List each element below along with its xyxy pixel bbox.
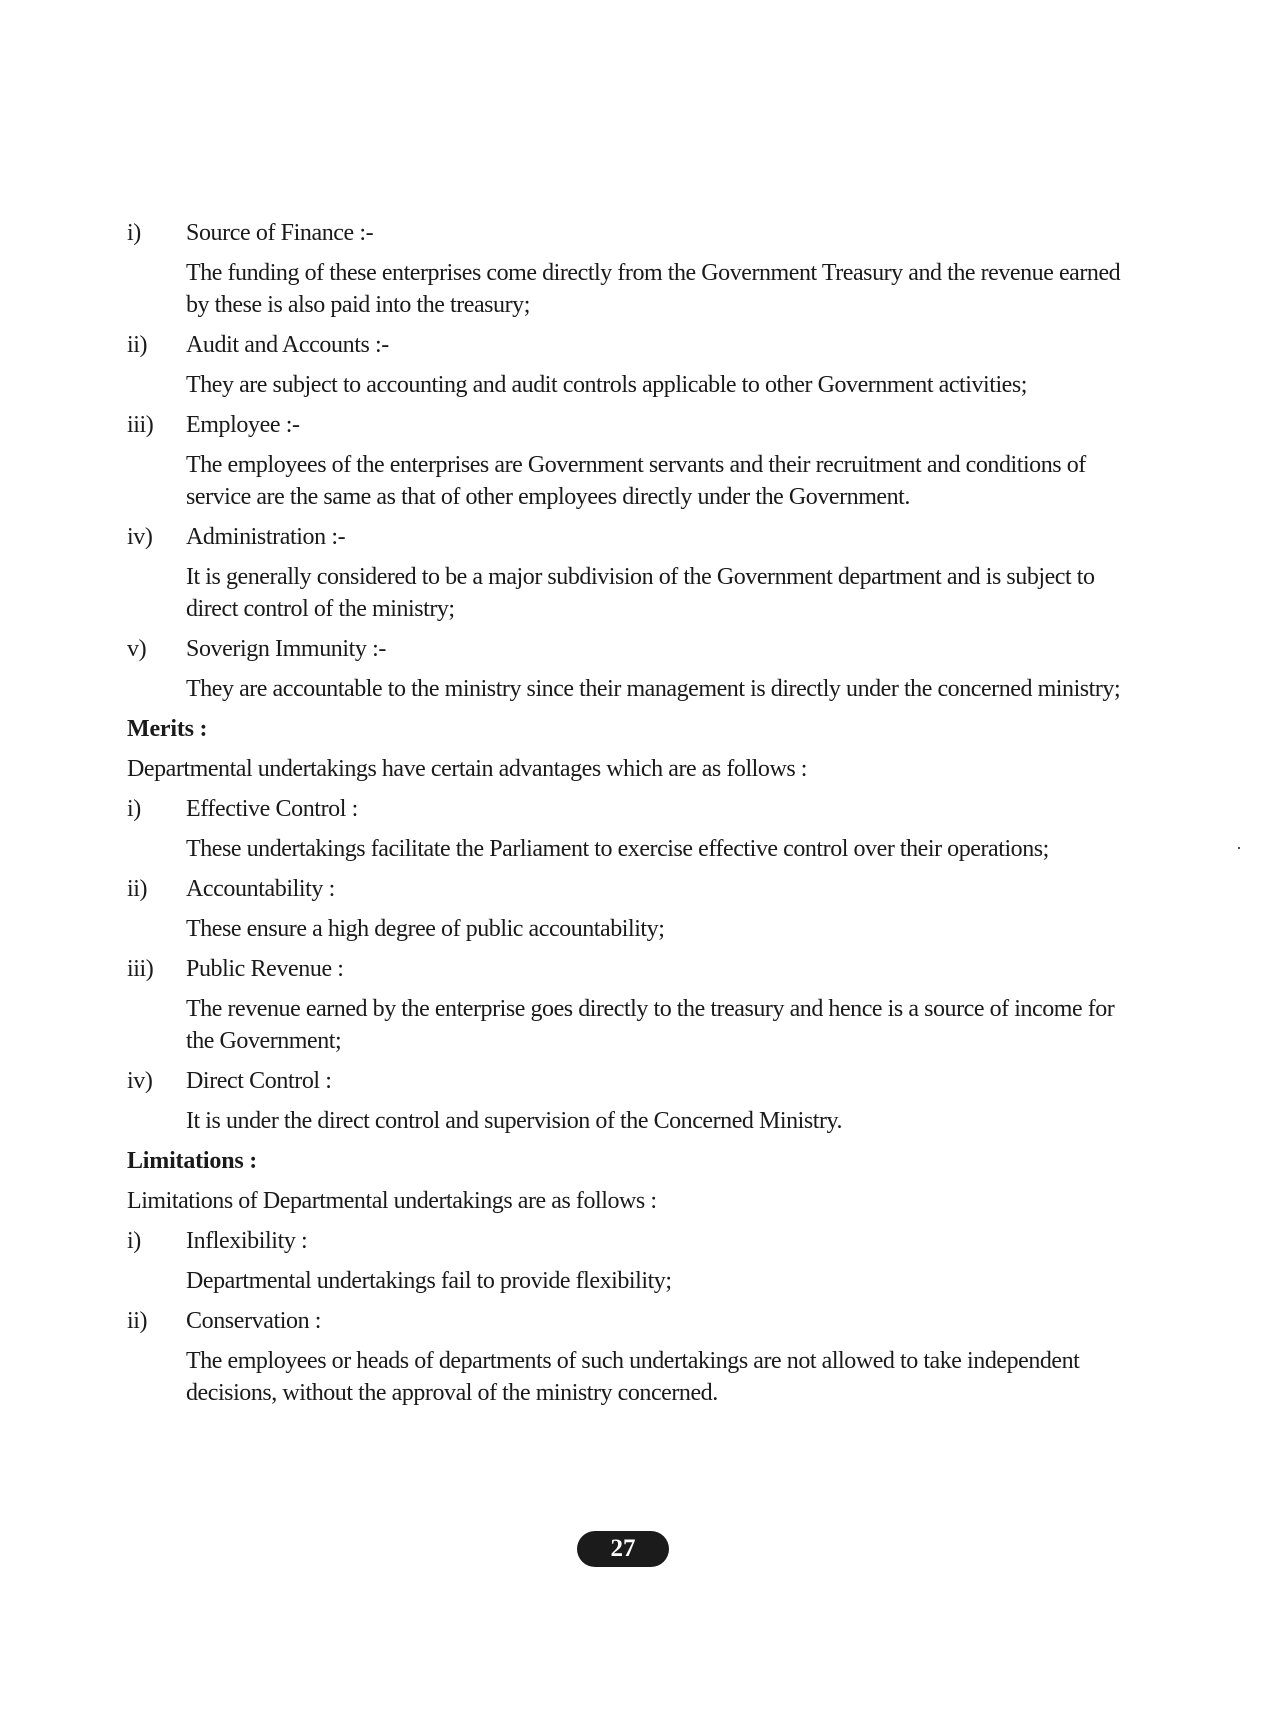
item-title: Conservation : <box>186 1308 322 1334</box>
item-title: Accountability : <box>186 876 335 902</box>
list-item-heading <box>127 1305 1137 1337</box>
list-item-heading <box>127 633 1137 665</box>
list-item-heading <box>127 409 1137 441</box>
item-numeral: iii) <box>127 412 154 438</box>
item-title: Administration :- <box>186 524 346 550</box>
section-heading-merits: Merits : <box>127 716 208 742</box>
item-body: The revenue earned by the enterprise goes directly to the treasury and hence is a source of income for the Government; <box>186 996 1115 1054</box>
item-title: Source of Finance :- <box>186 220 374 246</box>
page-content <box>127 217 1137 1417</box>
item-body: Departmental undertakings fail to provide flexibility; <box>186 1268 672 1294</box>
scan-speck <box>1238 847 1240 849</box>
merits-section <box>127 713 1137 1137</box>
list-item-heading <box>127 1065 1137 1097</box>
item-numeral: ii) <box>127 876 148 902</box>
item-title: Employee :- <box>186 412 300 438</box>
list-item-heading <box>127 793 1137 825</box>
item-title: Effective Control : <box>186 796 358 822</box>
item-title: Audit and Accounts :- <box>186 332 389 358</box>
section-intro: Departmental undertakings have certain advantages which are as follows : <box>127 756 807 782</box>
item-body: The employees or heads of departments of such undertakings are not allowed to take independent decisions, without the approval of the ministry concerned. <box>186 1348 1080 1406</box>
item-numeral: ii) <box>127 1308 148 1334</box>
item-title: Public Revenue : <box>186 956 344 982</box>
item-body: These ensure a high degree of public accountability; <box>186 916 665 942</box>
item-body: These undertakings facilitate the Parliament to exercise effective control over their operations; <box>186 836 1049 862</box>
item-numeral: i) <box>127 796 141 822</box>
limitations-section <box>127 1145 1137 1409</box>
item-title: Soverign Immunity :- <box>186 636 386 662</box>
item-numeral: ii) <box>127 332 148 358</box>
section-intro: Limitations of Departmental undertakings are as follows : <box>127 1188 657 1214</box>
item-body: The funding of these enterprises come directly from the Government Treasury and the revenue earned by these is also paid into the treasury; <box>186 260 1121 318</box>
item-body: It is under the direct control and supervision of the Concerned Ministry. <box>186 1108 843 1134</box>
item-numeral: i) <box>127 1228 141 1254</box>
item-title: Direct Control : <box>186 1068 332 1094</box>
page-number-badge: 27 <box>577 1531 669 1567</box>
item-numeral: v) <box>127 636 147 662</box>
item-body: The employees of the enterprises are Government servants and their recruitment and conditions of service are the same as that of other employees directly under the Government. <box>186 452 1086 510</box>
list-item-heading <box>127 521 1137 553</box>
list-item-heading <box>127 953 1137 985</box>
item-body: They are accountable to the ministry since their management is directly under the concerned ministry; <box>186 676 1121 702</box>
item-numeral: iii) <box>127 956 154 982</box>
list-item-heading <box>127 1225 1137 1257</box>
list-item-heading <box>127 329 1137 361</box>
item-numeral: iv) <box>127 524 153 550</box>
features-list <box>127 217 1137 705</box>
item-numeral: iv) <box>127 1068 153 1094</box>
list-item-heading <box>127 873 1137 905</box>
item-body: It is generally considered to be a major subdivision of the Government department and is subject to direct control of the ministry; <box>186 564 1095 622</box>
section-heading-limitations: Limitations : <box>127 1148 258 1174</box>
list-item-heading <box>127 217 1137 249</box>
item-body: They are subject to accounting and audit controls applicable to other Government activities; <box>186 372 1027 398</box>
item-numeral: i) <box>127 220 141 246</box>
item-title: Inflexibility : <box>186 1228 308 1254</box>
